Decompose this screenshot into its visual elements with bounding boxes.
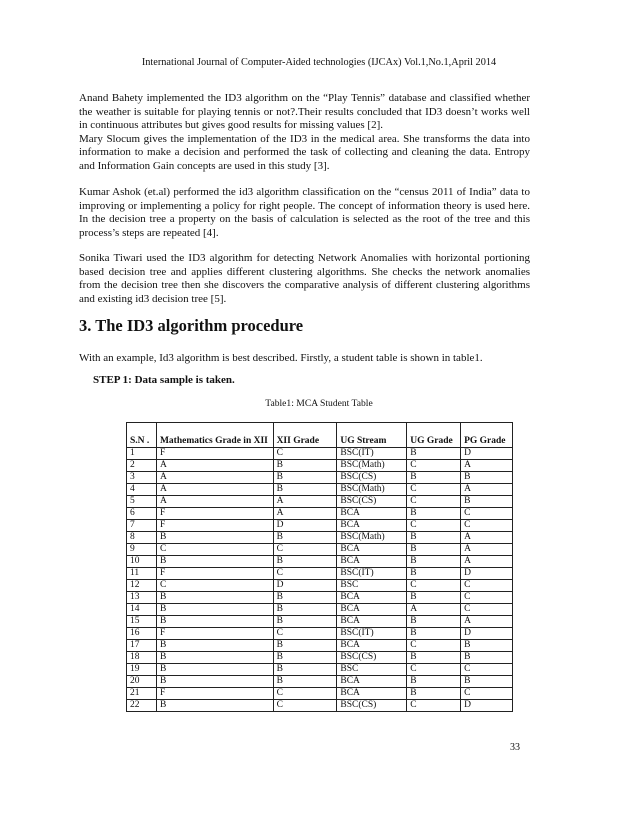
table-row (127, 448, 513, 460)
paragraph-bahety: Anand Bahety implemented the ID3 algorithm on the “Play Tennis” database and classified whether the weather is suitable for playing tennis or not?.Their results concluded that ID3 doesn’t works well in continuous attributes but gives good results for missing values [2]. (79, 92, 530, 132)
col-ug-grade-header: UG Grade (407, 423, 461, 448)
col-math-grade-cell: F (156, 520, 273, 532)
col-ug-stream-cell: BCA (337, 676, 407, 688)
col-math-grade-cell: B (156, 592, 273, 604)
col-math-grade-cell: B (156, 664, 273, 676)
col-math-grade-cell: C (156, 580, 273, 592)
col-xii-grade-cell: B (273, 616, 337, 628)
col-xii-grade-header: XII Grade (273, 423, 337, 448)
col-ug-stream-cell: BCA (337, 544, 407, 556)
col-ug-grade-cell: C (407, 484, 461, 496)
col-pg-grade-cell: C (461, 664, 513, 676)
table-row (127, 664, 513, 676)
col-math-grade-cell: F (156, 628, 273, 640)
col-pg-grade-cell: C (461, 688, 513, 700)
table-row (127, 640, 513, 652)
table-body (127, 448, 513, 712)
col-math-grade-cell: F (156, 448, 273, 460)
col-pg-grade-cell: C (461, 592, 513, 604)
col-pg-grade-cell: D (461, 448, 513, 460)
col-xii-grade-cell: A (273, 508, 337, 520)
col-sn-cell: 15 (127, 616, 157, 628)
col-xii-grade-cell: C (273, 700, 337, 712)
paragraph-ashok: Kumar Ashok (et.al) performed the id3 algorithm classification on the “census 2011 of India” data to improving or implementing a policy for right people. The concept of information theory is used here. In the decision tree a property on the basis of calculation is selected as the root of the tree and this process’s steps are repeated [4]. (79, 186, 530, 239)
table-row (127, 520, 513, 532)
col-sn-cell: 18 (127, 652, 157, 664)
col-sn-header: S.N . (127, 423, 157, 448)
col-pg-grade-cell: A (461, 556, 513, 568)
student-table (126, 422, 513, 712)
col-xii-grade-cell: C (273, 448, 337, 460)
col-ug-stream-cell: BSC(Math) (337, 460, 407, 472)
table-row (127, 676, 513, 688)
table-row (127, 568, 513, 580)
table-row (127, 580, 513, 592)
col-ug-stream-cell: BCA (337, 592, 407, 604)
col-ug-stream-cell: BSC(CS) (337, 652, 407, 664)
col-sn-cell: 21 (127, 688, 157, 700)
col-sn-cell: 20 (127, 676, 157, 688)
col-xii-grade-cell: C (273, 628, 337, 640)
col-ug-stream-cell: BCA (337, 604, 407, 616)
col-math-grade-cell: F (156, 568, 273, 580)
col-math-grade-cell: A (156, 472, 273, 484)
section-intro: With an example, Id3 algorithm is best described. Firstly, a student table is shown in table1. (79, 352, 483, 364)
page-number: 33 (510, 742, 520, 753)
col-pg-grade-cell: C (461, 508, 513, 520)
col-pg-grade-cell: C (461, 520, 513, 532)
col-sn-cell: 6 (127, 508, 157, 520)
col-ug-stream-cell: BSC(CS) (337, 700, 407, 712)
col-math-grade-cell: A (156, 460, 273, 472)
related-work-block-2 (79, 186, 530, 240)
col-pg-grade-cell: D (461, 700, 513, 712)
table-row (127, 628, 513, 640)
col-xii-grade-cell: B (273, 592, 337, 604)
table-caption: Table1: MCA Student Table (265, 398, 373, 409)
table-row (127, 544, 513, 556)
col-math-grade-cell: B (156, 604, 273, 616)
col-pg-grade-cell: C (461, 580, 513, 592)
col-pg-grade-cell: A (461, 544, 513, 556)
col-math-grade-header: Mathematics Grade in XII (156, 423, 273, 448)
col-ug-grade-cell: B (407, 448, 461, 460)
col-xii-grade-cell: D (273, 580, 337, 592)
col-pg-grade-cell: A (461, 460, 513, 472)
col-xii-grade-cell: C (273, 568, 337, 580)
col-sn-cell: 17 (127, 640, 157, 652)
col-math-grade-cell: B (156, 532, 273, 544)
col-math-grade-cell: B (156, 676, 273, 688)
paragraph-slocum: Mary Slocum gives the implementation of the ID3 in the medical area. She transforms the data into information to make a decision and performed the task of collecting and cleaning the data. Entropy and Information Gain concepts are used in this study [3]. (79, 132, 530, 172)
col-sn-cell: 4 (127, 484, 157, 496)
col-ug-stream-cell: BSC (337, 664, 407, 676)
col-ug-grade-cell: C (407, 580, 461, 592)
col-sn-cell: 16 (127, 628, 157, 640)
col-ug-grade-cell: B (407, 628, 461, 640)
table-row (127, 472, 513, 484)
table-row (127, 496, 513, 508)
col-math-grade-cell: A (156, 496, 273, 508)
col-ug-grade-cell: C (407, 664, 461, 676)
col-sn-cell: 3 (127, 472, 157, 484)
col-ug-grade-cell: A (407, 604, 461, 616)
col-math-grade-cell: F (156, 688, 273, 700)
col-sn-cell: 10 (127, 556, 157, 568)
table-row (127, 616, 513, 628)
col-pg-grade-cell: B (461, 496, 513, 508)
col-xii-grade-cell: A (273, 496, 337, 508)
col-ug-grade-cell: B (407, 688, 461, 700)
col-sn-cell: 12 (127, 580, 157, 592)
col-pg-grade-cell: D (461, 628, 513, 640)
section-heading: 3. The ID3 algorithm procedure (79, 316, 304, 335)
table-row (127, 484, 513, 496)
col-ug-stream-cell: BSC(IT) (337, 448, 407, 460)
col-pg-grade-cell: B (461, 652, 513, 664)
col-sn-cell: 2 (127, 460, 157, 472)
table-row (127, 688, 513, 700)
col-math-grade-cell: B (156, 616, 273, 628)
col-math-grade-cell: B (156, 640, 273, 652)
col-ug-stream-cell: BSC(Math) (337, 484, 407, 496)
col-ug-grade-cell: B (407, 616, 461, 628)
col-sn-cell: 13 (127, 592, 157, 604)
col-ug-stream-cell: BSC(CS) (337, 496, 407, 508)
col-math-grade-cell: B (156, 556, 273, 568)
col-pg-grade-cell: B (461, 472, 513, 484)
related-work-block-3 (79, 252, 530, 306)
col-math-grade-cell: F (156, 508, 273, 520)
col-math-grade-cell: A (156, 484, 273, 496)
col-pg-grade-header: PG Grade (461, 423, 513, 448)
col-ug-stream-cell: BCA (337, 688, 407, 700)
col-xii-grade-cell: B (273, 472, 337, 484)
col-sn-cell: 8 (127, 532, 157, 544)
col-xii-grade-cell: B (273, 664, 337, 676)
col-xii-grade-cell: C (273, 688, 337, 700)
col-xii-grade-cell: B (273, 460, 337, 472)
col-ug-grade-cell: C (407, 520, 461, 532)
col-xii-grade-cell: C (273, 544, 337, 556)
table-header-row (127, 423, 513, 448)
col-ug-grade-cell: B (407, 592, 461, 604)
col-sn-cell: 7 (127, 520, 157, 532)
col-pg-grade-cell: B (461, 640, 513, 652)
col-pg-grade-cell: C (461, 604, 513, 616)
col-ug-stream-cell: BCA (337, 556, 407, 568)
col-xii-grade-cell: B (273, 484, 337, 496)
col-ug-stream-cell: BSC (337, 580, 407, 592)
col-ug-stream-cell: BSC(Math) (337, 532, 407, 544)
col-sn-cell: 22 (127, 700, 157, 712)
table-row (127, 508, 513, 520)
table-row (127, 652, 513, 664)
col-ug-grade-cell: B (407, 544, 461, 556)
col-sn-cell: 19 (127, 664, 157, 676)
col-ug-grade-cell: B (407, 508, 461, 520)
related-work-block-1 (79, 92, 530, 174)
col-xii-grade-cell: B (273, 556, 337, 568)
col-ug-grade-cell: B (407, 532, 461, 544)
running-header: International Journal of Computer-Aided technologies (IJCAx) Vol.1,No.1,April 2014 (141, 57, 497, 68)
col-pg-grade-cell: A (461, 532, 513, 544)
table-row (127, 604, 513, 616)
col-ug-stream-cell: BCA (337, 616, 407, 628)
col-xii-grade-cell: B (273, 532, 337, 544)
col-ug-stream-cell: BCA (337, 520, 407, 532)
col-ug-stream-cell: BSC(IT) (337, 628, 407, 640)
table-row (127, 460, 513, 472)
col-sn-cell: 11 (127, 568, 157, 580)
col-ug-stream-cell: BCA (337, 640, 407, 652)
table-row (127, 700, 513, 712)
table-row (127, 532, 513, 544)
col-pg-grade-cell: A (461, 484, 513, 496)
col-xii-grade-cell: D (273, 520, 337, 532)
col-ug-grade-cell: C (407, 496, 461, 508)
col-ug-grade-cell: C (407, 460, 461, 472)
col-ug-stream-header: UG Stream (337, 423, 407, 448)
col-ug-grade-cell: B (407, 556, 461, 568)
col-ug-grade-cell: C (407, 700, 461, 712)
col-pg-grade-cell: B (461, 676, 513, 688)
col-ug-grade-cell: B (407, 472, 461, 484)
col-xii-grade-cell: B (273, 676, 337, 688)
col-ug-grade-cell: B (407, 652, 461, 664)
col-ug-stream-cell: BSC(CS) (337, 472, 407, 484)
table-row (127, 556, 513, 568)
col-ug-stream-cell: BSC(IT) (337, 568, 407, 580)
col-xii-grade-cell: B (273, 604, 337, 616)
col-ug-grade-cell: B (407, 676, 461, 688)
col-sn-cell: 9 (127, 544, 157, 556)
col-sn-cell: 14 (127, 604, 157, 616)
col-ug-grade-cell: B (407, 568, 461, 580)
col-pg-grade-cell: D (461, 568, 513, 580)
paragraph-tiwari: Sonika Tiwari used the ID3 algorithm for detecting Network Anomalies with horizontal portioning based decision tree and applies different clustering algorithms. She checks the network anomalies from the decision tree then she discovers the comparative analysis of different clustering algorithms and existing id3 decision tree [5]. (79, 252, 530, 305)
table-row (127, 592, 513, 604)
col-math-grade-cell: B (156, 652, 273, 664)
col-sn-cell: 5 (127, 496, 157, 508)
step-label: STEP 1: Data sample is taken. (93, 374, 235, 386)
col-math-grade-cell: C (156, 544, 273, 556)
col-xii-grade-cell: B (273, 640, 337, 652)
col-ug-grade-cell: C (407, 640, 461, 652)
col-math-grade-cell: B (156, 700, 273, 712)
col-ug-stream-cell: BCA (337, 508, 407, 520)
col-sn-cell: 1 (127, 448, 157, 460)
col-pg-grade-cell: A (461, 616, 513, 628)
col-xii-grade-cell: B (273, 652, 337, 664)
